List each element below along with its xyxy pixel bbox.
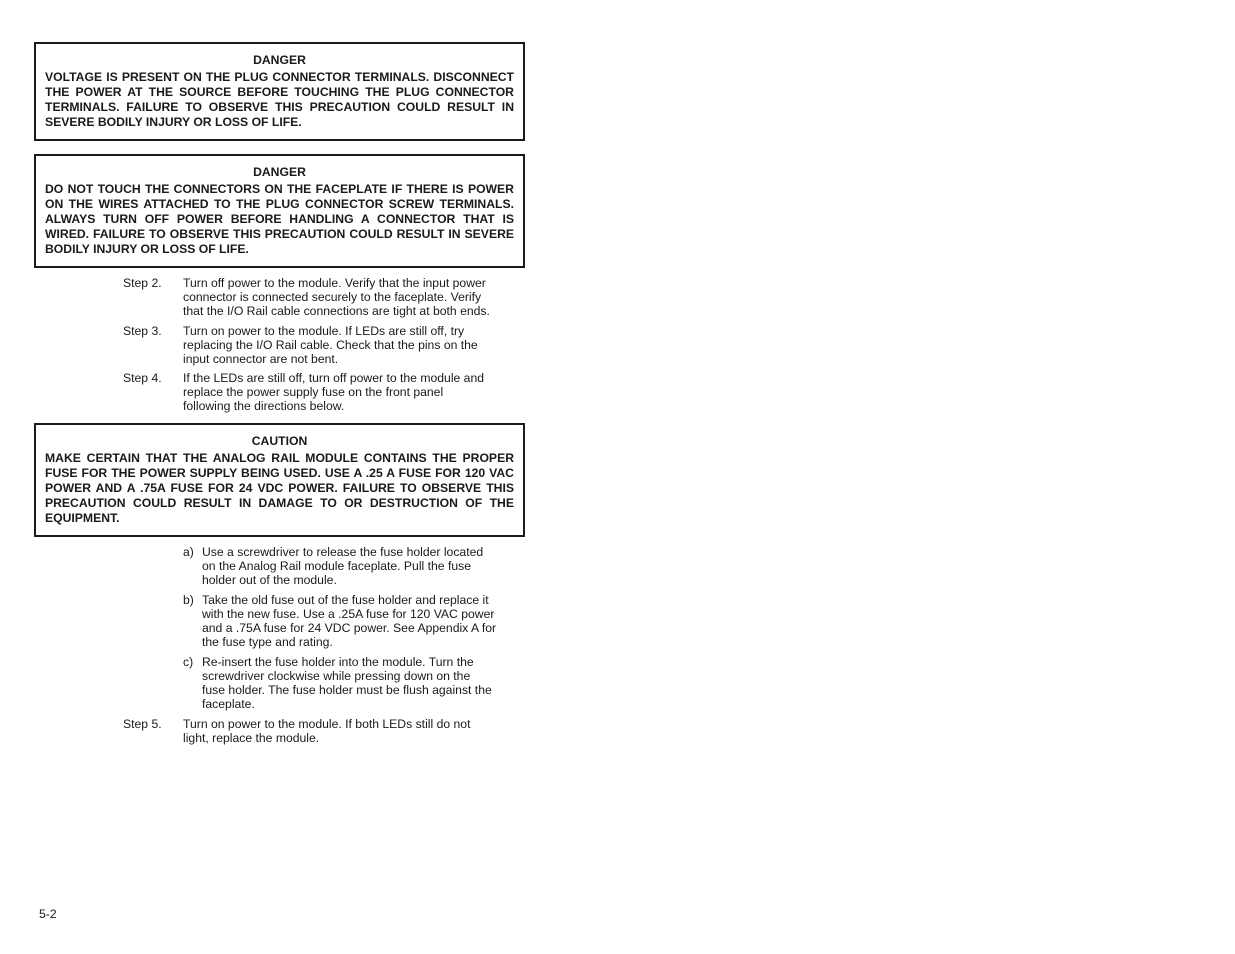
page-number: 5-2 xyxy=(39,907,57,921)
notice-line: FUSE FOR THE POWER SUPPLY BEING USED. USE A .25 A FUSE FOR 120 VAC xyxy=(45,466,514,480)
substep-line: with the new fuse. Use a .25A fuse for 120 VAC power xyxy=(202,607,495,621)
step-line: Turn on power to the module. If both LEDs still do not xyxy=(183,717,471,731)
substep-line: Use a screwdriver to release the fuse holder located xyxy=(202,545,484,559)
notice-line: DO NOT TOUCH THE CONNECTORS ON THE FACEPLATE IF THERE IS POWER xyxy=(45,182,514,196)
substep-line: fuse holder. The fuse holder must be flush against the xyxy=(202,683,492,697)
step-line: Turn on power to the module. If LEDs are still off, try xyxy=(183,324,465,338)
substep-line: faceplate. xyxy=(202,697,255,711)
step-label: Step 2. xyxy=(123,276,162,290)
step-text xyxy=(183,276,513,319)
substep-text xyxy=(202,655,513,711)
substep-line: holder out of the module. xyxy=(202,573,337,587)
substep-label: b) xyxy=(183,593,194,607)
notice-title: DANGER xyxy=(253,165,306,179)
step-label: Step 5. xyxy=(123,717,162,731)
step-text xyxy=(183,717,513,745)
notice-line: ON THE WIRES ATTACHED TO THE PLUG CONNECTOR SCREW TERMINALS. xyxy=(45,197,514,211)
caution-notice-fuse xyxy=(34,423,525,537)
step-label: Step 3. xyxy=(123,324,162,338)
step-line: light, replace the module. xyxy=(183,731,320,746)
notice-title: CAUTION xyxy=(251,434,308,448)
substep-text xyxy=(202,593,513,649)
substep-text xyxy=(202,545,513,587)
substep-line: screwdriver clockwise while pressing down on the xyxy=(202,669,471,683)
step-line: replacing the I/O Rail cable. Check that the pins on the xyxy=(183,338,478,353)
substep-line: Re-insert the fuse holder into the module. Turn the xyxy=(202,655,474,669)
step-text xyxy=(183,371,513,414)
notice-line: THE POWER AT THE SOURCE BEFORE TOUCHING THE PLUG CONNECTOR xyxy=(45,85,514,99)
danger-notice-faceplate-connectors xyxy=(34,154,525,268)
notice-line: MAKE CERTAIN THAT THE ANALOG RAIL MODULE CONTAINS THE PROPER xyxy=(45,451,514,465)
substep-label: c) xyxy=(183,655,194,669)
substep-line: the fuse type and rating. xyxy=(202,635,333,649)
notice-line: BODILY INJURY OR LOSS OF LIFE. xyxy=(45,242,249,256)
step-text xyxy=(183,324,513,367)
notice-line: ALWAYS TURN OFF POWER BEFORE HANDLING A CONNECTOR THAT IS xyxy=(45,212,514,226)
notice-title: DANGER xyxy=(253,53,306,67)
step-line: following the directions below. xyxy=(183,399,345,414)
notice-line: POWER AND A .75A FUSE FOR 24 VDC POWER. FAILURE TO OBSERVE THIS xyxy=(45,481,514,495)
notice-body xyxy=(45,182,514,257)
step-line: input connector are not bent. xyxy=(183,352,339,367)
notice-body xyxy=(45,70,514,130)
substep-line: and a .75A fuse for 24 VDC power. See Appendix A for xyxy=(202,621,497,635)
danger-notice-plug-terminals xyxy=(34,42,525,141)
step-label: Step 4. xyxy=(123,371,162,385)
substep-line: on the Analog Rail module faceplate. Pull the fuse xyxy=(202,559,471,573)
notice-line: EQUIPMENT. xyxy=(45,511,120,525)
notice-line: PRECAUTION COULD RESULT IN DAMAGE TO OR DESTRUCTION OF THE xyxy=(45,496,514,510)
substep-label: a) xyxy=(183,545,194,559)
substep-line: Take the old fuse out of the fuse holder and replace it xyxy=(202,593,489,607)
notice-body xyxy=(45,451,514,526)
notice-line: VOLTAGE IS PRESENT ON THE PLUG CONNECTOR TERMINALS. DISCONNECT xyxy=(45,70,514,84)
step-line: connector is connected securely to the faceplate. Verify xyxy=(183,290,482,305)
notice-line: WIRED. FAILURE TO OBSERVE THIS PRECAUTION COULD RESULT IN SEVERE xyxy=(45,227,514,241)
step-line: Turn off power to the module. Verify that the input power xyxy=(183,276,486,290)
notice-line: SEVERE BODILY INJURY OR LOSS OF LIFE. xyxy=(45,115,302,129)
step-line: If the LEDs are still off, turn off power to the module and xyxy=(183,371,485,385)
notice-line: TERMINALS. FAILURE TO OBSERVE THIS PRECAUTION COULD RESULT IN xyxy=(45,100,514,114)
step-line: that the I/O Rail cable connections are tight at both ends. xyxy=(183,304,490,319)
step-line: replace the power supply fuse on the front panel xyxy=(183,385,444,400)
